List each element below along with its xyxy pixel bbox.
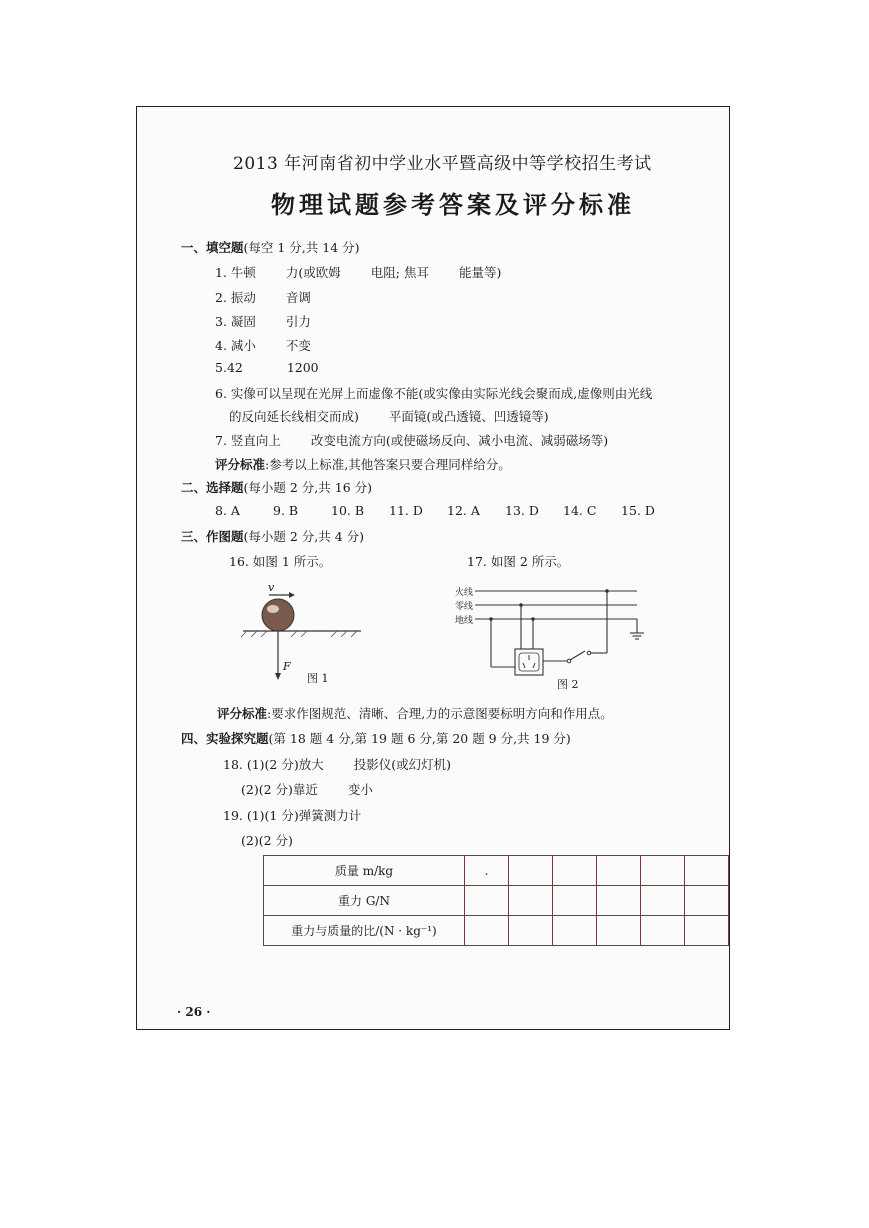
figure-1-diagram xyxy=(237,579,367,697)
table-cell xyxy=(553,856,597,886)
answer-item-2: 2. 振动 音调 xyxy=(215,290,311,305)
table-cell xyxy=(553,916,597,946)
table-cell xyxy=(641,856,685,886)
section4-heading: 四、实验探究题(第 18 题 4 分,第 19 题 6 分,第 20 题 9 分,共 19 分) xyxy=(181,731,571,746)
section1-title: 一、填空题 xyxy=(181,240,244,255)
table-row-header: 重力 G/N xyxy=(264,886,465,916)
page-title-line1: 2013 年河南省初中学业水平暨高级中等学校招生考试 xyxy=(233,154,652,174)
q18-part1: 18. (1)(2 分)放大 投影仪(或幻灯机) xyxy=(223,757,451,772)
table-cell xyxy=(597,916,641,946)
answer-item-6-line1: 6. 实像可以呈现在光屏上而虚像不能(或实像由实际光线会聚而成,虚像则由光线 xyxy=(215,386,653,401)
section1-note: (每空 1 分,共 14 分) xyxy=(243,240,360,255)
page-title-line2: 物理试题参考答案及评分标准 xyxy=(271,190,635,219)
table-cell xyxy=(685,856,729,886)
q19-part1: 19. (1)(1 分)弹簧测力计 xyxy=(223,808,362,823)
data-table xyxy=(263,855,729,946)
table-cell xyxy=(509,856,553,886)
grading-note-1: 评分标准:参考以上标准,其他答案只要合理同样给分。 xyxy=(215,457,511,472)
table-row xyxy=(264,886,729,916)
q19-part2: (2)(2 分) xyxy=(241,833,293,848)
answer-item-6-line2: 的反向延长线相交而成) 平面镜(或凸透镜、凹透镜等) xyxy=(229,409,549,424)
q18-part2: (2)(2 分)靠近 变小 xyxy=(241,782,373,797)
table-row-header: 重力与质量的比/(N · kg⁻¹) xyxy=(264,916,465,946)
table-cell xyxy=(465,886,509,916)
section2-heading: 二、选择题(每小题 2 分,共 16 分) xyxy=(181,480,372,495)
answer-item-1: 1. 牛顿 力(或欧姆 电阻; 焦耳 能量等) xyxy=(215,265,502,280)
answer-item-7: 7. 竖直向上 改变电流方向(或使磁场反向、减小电流、减弱磁场等) xyxy=(215,433,609,448)
grading-note-3: 评分标准:要求作图规范、清晰、合理,力的示意图要标明方向和作用点。 xyxy=(217,706,613,721)
wire-live-label: 火线 xyxy=(455,588,474,598)
velocity-label: v xyxy=(268,581,275,594)
wire-ground-label: 地线 xyxy=(455,616,474,626)
table-row-header: 质量 m/kg xyxy=(264,856,465,886)
q17-text: 17. 如图 2 所示。 xyxy=(467,554,570,569)
table-cell xyxy=(509,886,553,916)
table-cell xyxy=(641,886,685,916)
figure-2-caption: 图 2 xyxy=(557,678,579,691)
table-cell xyxy=(553,886,597,916)
table-cell xyxy=(509,916,553,946)
table-cell xyxy=(641,916,685,946)
table-cell xyxy=(597,886,641,916)
answer-item-5: 5.42 1200 xyxy=(215,360,319,375)
table-cell xyxy=(685,886,729,916)
table-cell: . xyxy=(465,856,509,886)
table-cell xyxy=(597,856,641,886)
answer-item-3: 3. 凝固 引力 xyxy=(215,314,311,329)
section3-heading: 三、作图题(每小题 2 分,共 4 分) xyxy=(181,529,365,544)
wire-neutral-label: 零线 xyxy=(455,602,474,612)
figure-1-caption: 图 1 xyxy=(307,672,329,685)
table-cell xyxy=(685,916,729,946)
page-number: · 26 · xyxy=(177,1005,211,1019)
q16-text: 16. 如图 1 所示。 xyxy=(229,554,332,569)
table-cell xyxy=(465,916,509,946)
exam-answer-page xyxy=(136,106,730,1030)
choice-answers: 8. A 9. B 10. B 11. D 12. A 13. D 14. C 15. D xyxy=(215,503,655,518)
force-label: F xyxy=(283,660,291,673)
table-row xyxy=(264,916,729,946)
table-row xyxy=(264,856,729,886)
section1-heading xyxy=(181,238,360,256)
answer-item-4: 4. 减小 不变 xyxy=(215,338,311,353)
